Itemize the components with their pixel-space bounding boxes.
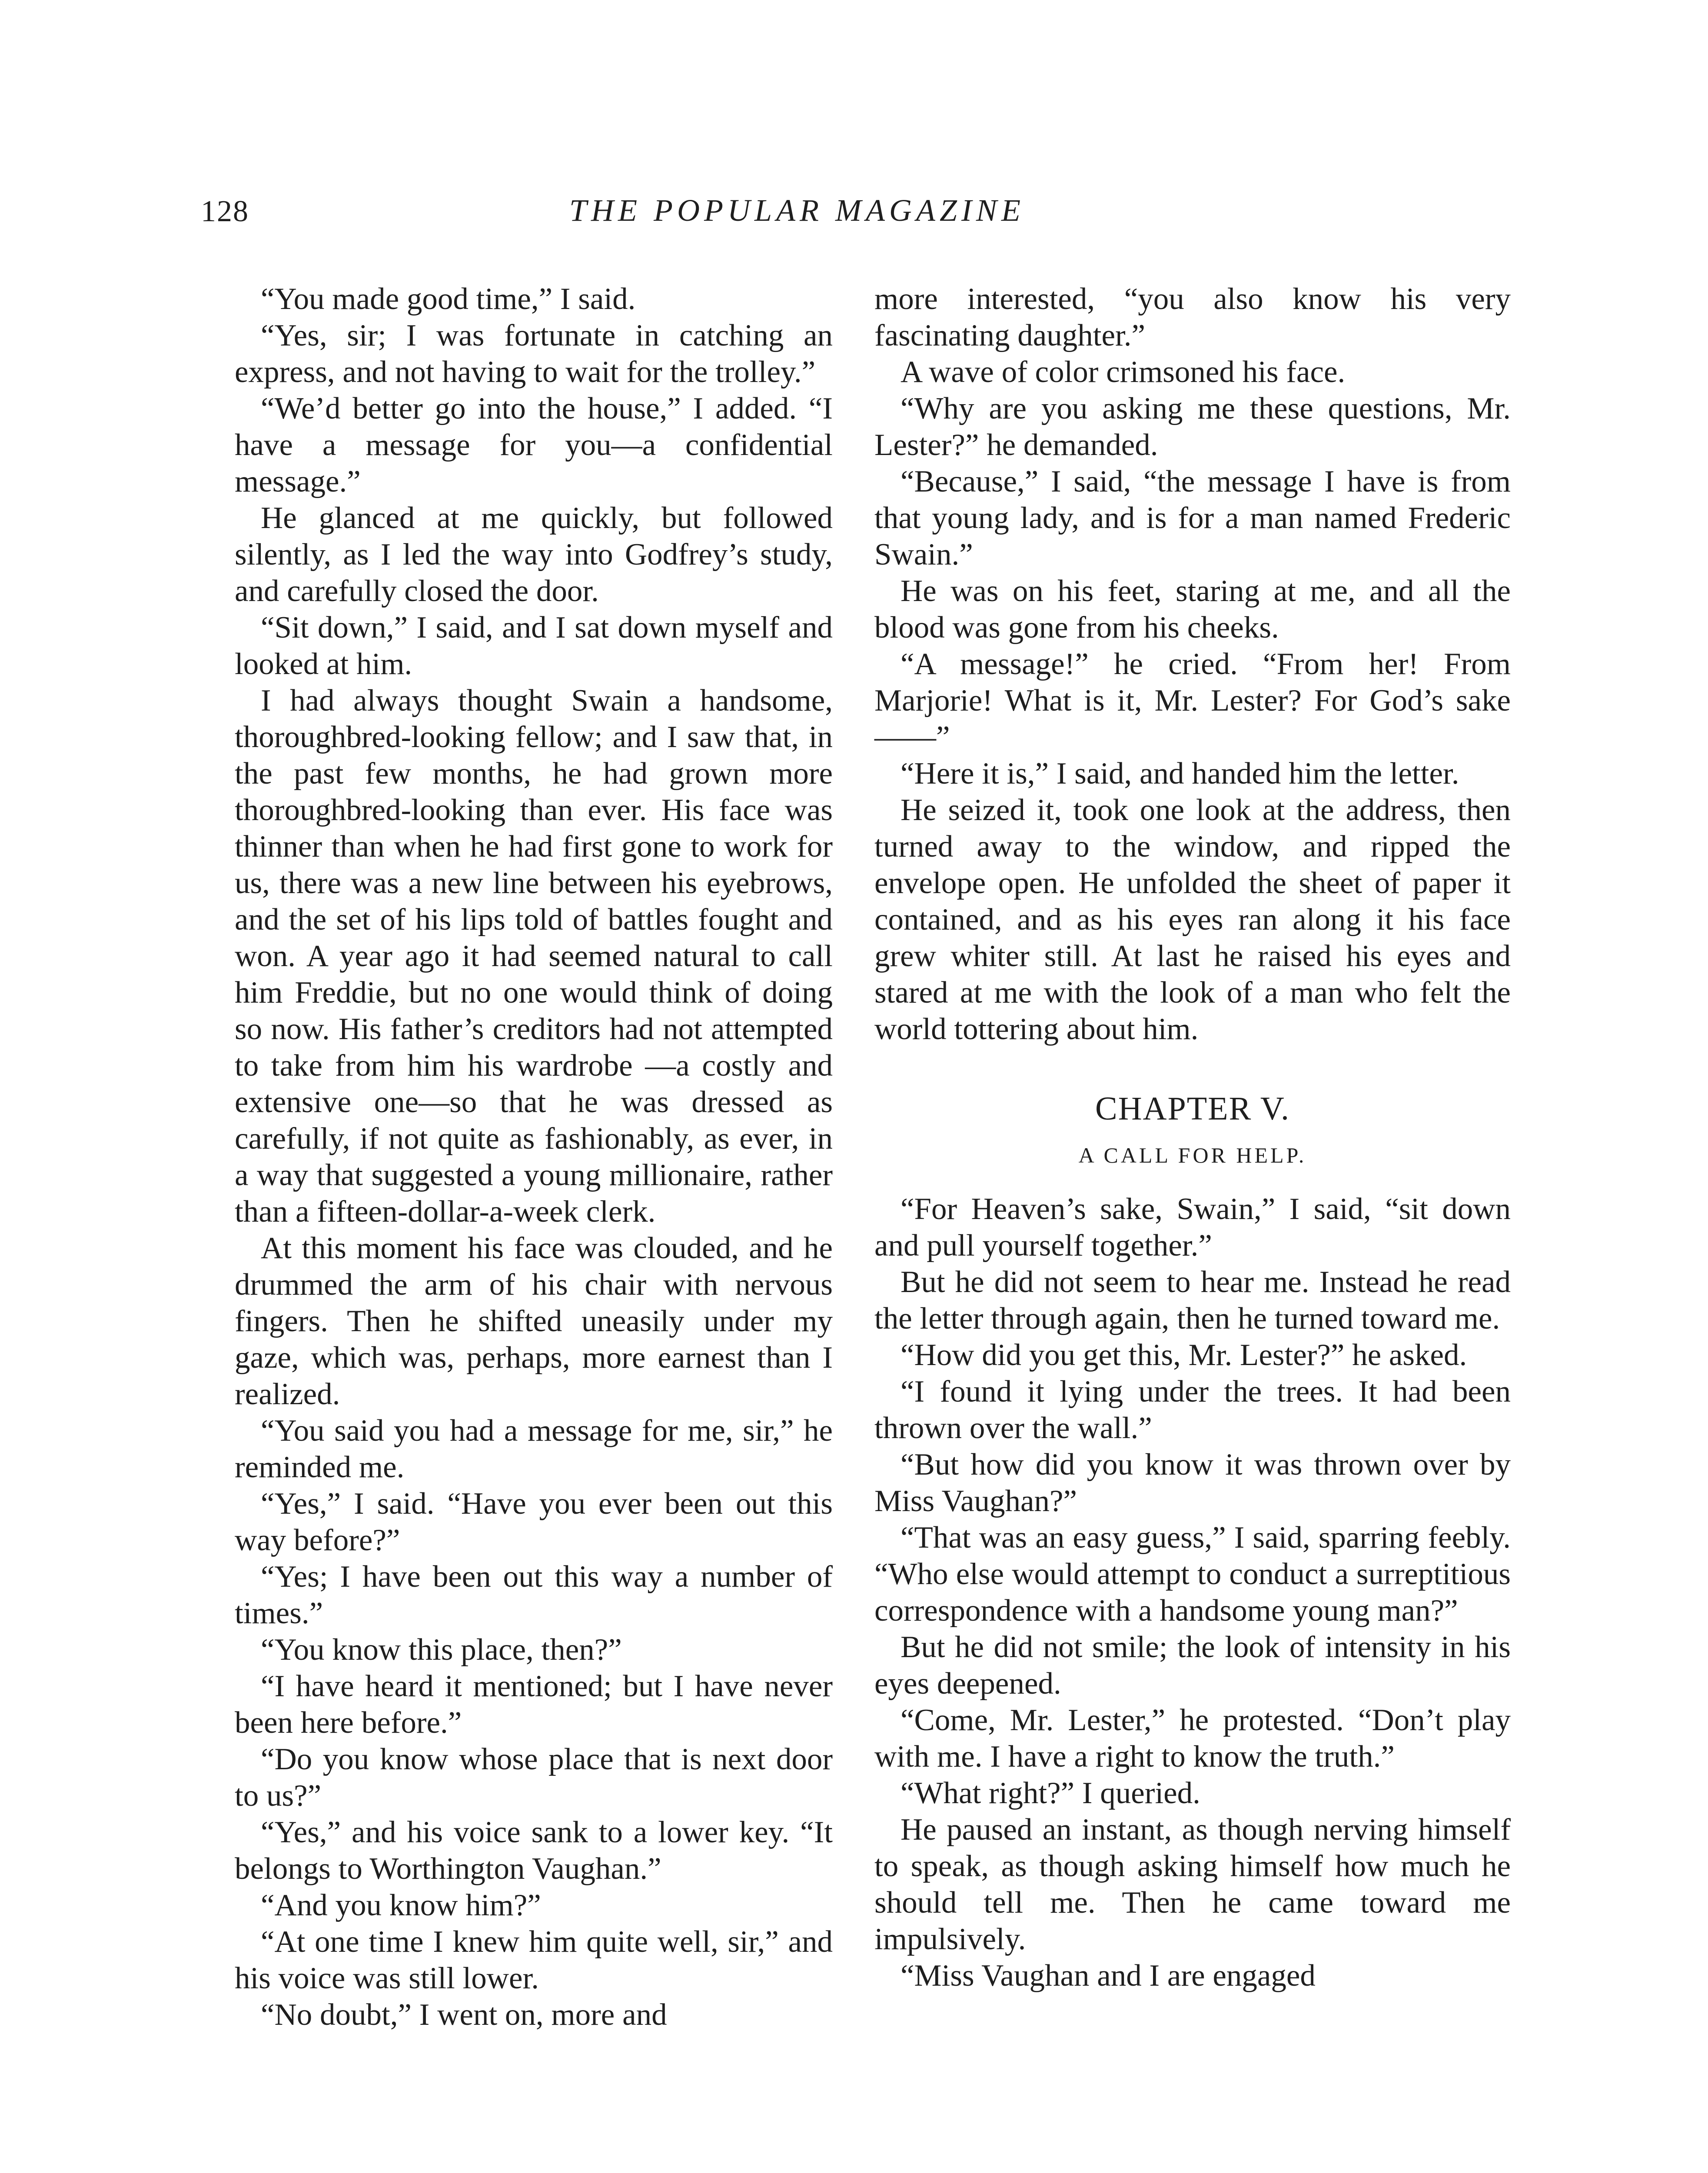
paragraph: “Yes; I have been out this way a number of times.”: [235, 1560, 833, 1630]
paragraph: “Yes,” I said. “Have you ever been out this way before?”: [235, 1487, 833, 1557]
paragraph: “Yes,” and his voice sank to a lower key. “It belongs to Worthington Vaughan.”: [235, 1815, 833, 1886]
paragraph: But he did not smile; the look of intensity in his eyes deepened.: [874, 1630, 1511, 1701]
paragraph: “Miss Vaughan and I are engaged: [901, 1959, 1316, 1993]
paragraph: “Because,” I said, “the message I have is from that young lady, and is for a man named Frederic Swain.”: [874, 465, 1511, 571]
paragraph: A wave of color crimsoned his face.: [901, 355, 1346, 389]
paragraph: “Come, Mr. Lester,” he protested. “Don’t play with me. I have a right to know the truth.”: [874, 1703, 1511, 1774]
paragraph: “At one time I knew him quite well, sir,” and his voice was still lower.: [235, 1925, 833, 1995]
paragraph: “Do you know whose place that is next door to us?”: [235, 1742, 833, 1813]
paragraph: “Sit down,” I said, and I sat down myself and looked at him.: [235, 611, 833, 681]
paragraph: He seized it, took one look at the address, then turned away to the window, and ripped the envelope open. He unfolded the sheet of paper it contained, and as his eyes ran along it his face grew whiter still. At last he raised his eyes and stared at me with the look of a man who felt the world tottering about him.: [874, 793, 1511, 1046]
paragraph: He was on his feet, staring at me, and all the blood was gone from his cheeks.: [874, 574, 1511, 645]
paragraph: “No doubt,” I went on, more and: [261, 1998, 667, 2032]
chapter-subtitle: A CALL FOR HELP.: [1078, 1143, 1307, 1167]
paragraph: He glanced at me quickly, but followed silently, as I led the way into Godfrey’s study, and carefully closed the door.: [235, 501, 833, 608]
right-column: [874, 281, 1511, 1994]
paragraph: “Here it is,” I said, and handed him the letter.: [901, 757, 1459, 791]
paragraph: “Why are you asking me these questions, Mr. Lester?” he demanded.: [874, 392, 1511, 462]
paragraph: “Yes, sir; I was fortunate in catching an express, and not having to wait for the trolley.”: [235, 319, 833, 389]
left-column: [235, 281, 833, 2033]
paragraph: “A message!” he cried. “From her! From Marjorie! What is it, Mr. Lester? For God’s sake——”: [874, 647, 1511, 754]
paragraph: more interested, “you also know his very fascinating daughter.”: [874, 282, 1511, 352]
paragraph: “I have heard it mentioned; but I have never been here before.”: [235, 1669, 833, 1740]
paragraph: “That was an easy guess,” I said, sparring feebly. “Who else would attempt to conduct a surreptitious correspondence with a handsome young man?”: [874, 1521, 1511, 1628]
paragraph: “I found it lying under the trees. It had been thrown over the wall.”: [874, 1375, 1511, 1445]
paragraph: At this moment his face was clouded, and he drummed the arm of his chair with nervous fingers. Then he shifted uneasily under my gaze, which was, perhaps, more earnest than I realized.: [235, 1231, 833, 1411]
paragraph: “What right?” I queried.: [901, 1776, 1200, 1810]
running-head: THE POPULAR MAGAZINE: [569, 193, 1025, 228]
paragraph: “For Heaven’s sake, Swain,” I said, “sit down and pull yourself together.”: [874, 1192, 1511, 1263]
paragraph: “And you know him?”: [261, 1888, 541, 1922]
paragraph: “How did you get this, Mr. Lester?” he asked.: [901, 1338, 1467, 1372]
page-number: 128: [201, 195, 249, 228]
chapter-heading: CHAPTER V.: [1095, 1090, 1290, 1127]
paragraph: “We’d better go into the house,” I added. “I have a message for you—a confidential message.”: [235, 392, 833, 498]
paragraph: “You said you had a message for me, sir,” he reminded me.: [235, 1414, 833, 1484]
paragraph: He paused an instant, as though nerving himself to speak, as though asking himself how much he should tell me. Then he came toward me impulsively.: [874, 1813, 1511, 1956]
paragraph: “You made good time,” I said.: [261, 282, 636, 316]
paragraph: “You know this place, then?”: [261, 1633, 622, 1667]
paragraph: But he did not seem to hear me. Instead he read the letter through again, then he turned toward me.: [874, 1265, 1511, 1336]
paragraph: I had always thought Swain a handsome, thoroughbred-looking fellow; and I saw that, in the past few months, he had grown more thoroughbred-looking than ever. His face was thinner than when he had first gone to work for us, there was a new line between his eyebrows, and the set of his lips told of battles fought and won. A year ago it had seemed natural to call him Freddie, but no one would think of doing so now. His father’s creditors had not attempted to take from him his wardrobe —a costly and extensive one—so that he was dressed as carefully, if not quite as fashionably, as ever, in a way that suggested a young millionaire, rather than a fifteen-dollar-a-week clerk.: [235, 684, 833, 1229]
paragraph: “But how did you know it was thrown over by Miss Vaughan?”: [874, 1448, 1511, 1518]
